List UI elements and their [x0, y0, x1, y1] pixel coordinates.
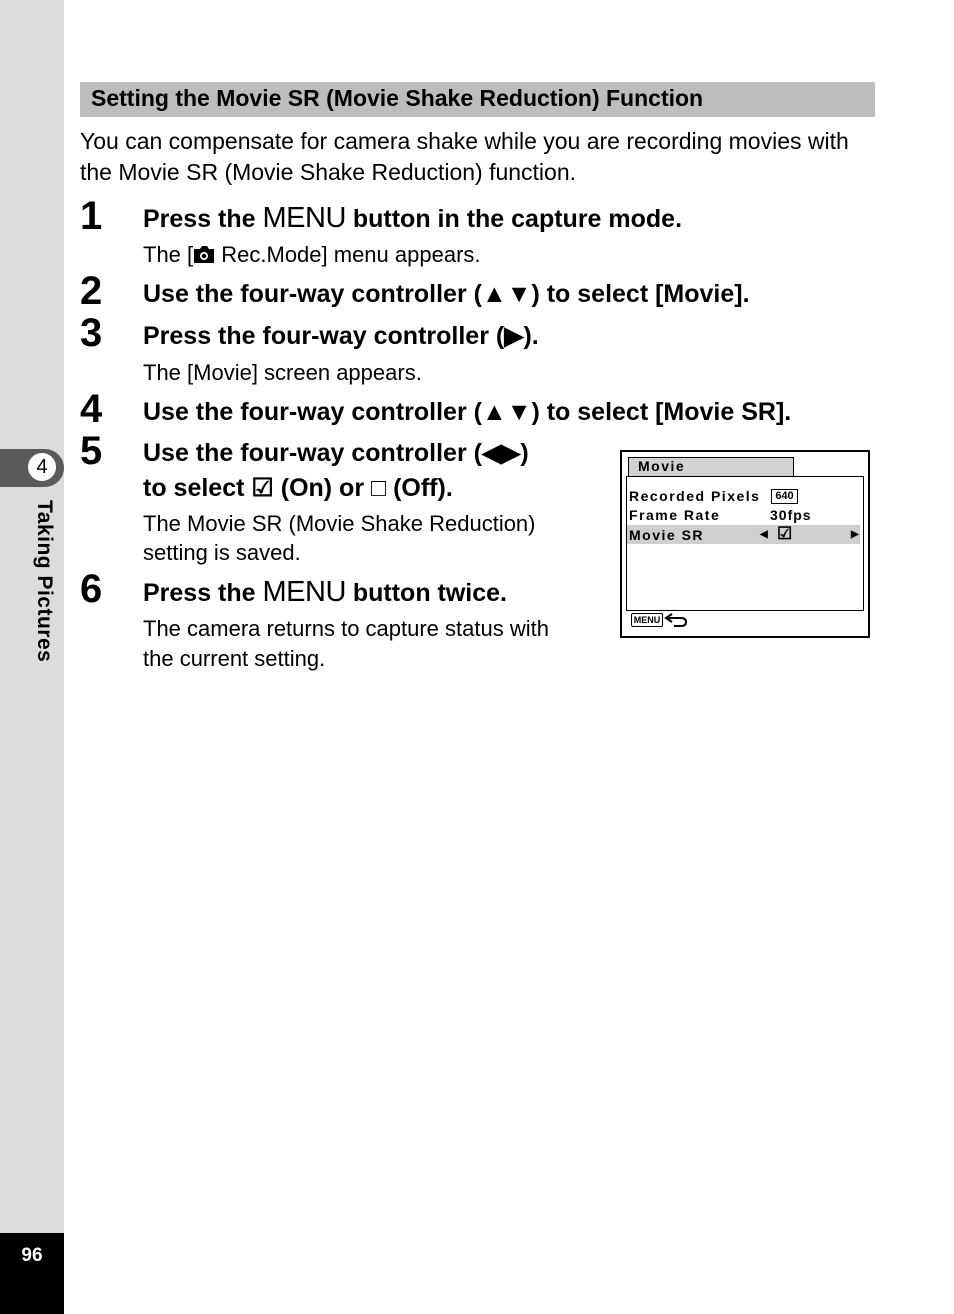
up-down-arrows-icon: ▲▼ — [481, 280, 532, 308]
step-number: 6 — [80, 567, 103, 611]
step-instruction: Use the four-way controller (▲▼) to select [Movie SR]. — [143, 398, 792, 426]
menu-button-label: MENU — [262, 576, 346, 608]
step-instruction: Press the MENU button twice. — [143, 576, 508, 608]
step-note: The Movie SR (Movie Shake Reduction) — [143, 511, 536, 536]
step-instruction: Press the MENU button in the capture mode. — [143, 202, 683, 234]
right-arrow-icon: ▶ — [851, 529, 860, 540]
chapter-title: Taking Pictures — [33, 500, 56, 663]
recorded-pixels-value: 640 — [771, 489, 798, 504]
step-note: The camera returns to capture status with — [143, 616, 549, 641]
step-number: 3 — [80, 311, 103, 355]
step-instruction: Press the four-way controller (▶). — [143, 322, 539, 350]
step-instruction: Use the four-way controller (▲▼) to select [Movie]. — [143, 280, 750, 308]
up-down-arrows-icon: ▲▼ — [481, 398, 532, 426]
menu-row-label: Movie SR — [629, 527, 705, 543]
frame-rate-value: 30fps — [770, 507, 812, 523]
checkbox-checked-icon: ☑ — [251, 474, 274, 502]
step-number: 4 — [80, 387, 103, 431]
left-arrow-icon: ◀ — [760, 529, 769, 540]
step-number: 5 — [80, 429, 103, 473]
return-arrow-icon — [664, 612, 688, 633]
camera-icon — [193, 242, 215, 272]
chapter-number: 4 — [26, 451, 58, 483]
step-note: setting is saved. — [143, 540, 301, 565]
menu-row-label: Recorded Pixels — [629, 488, 761, 504]
section-title: Setting the Movie SR (Movie Shake Reduction) Function — [91, 85, 704, 111]
right-arrow-icon: ▶ — [504, 322, 524, 350]
step-note: The [ Rec.Mode] menu appears. — [143, 240, 481, 272]
step-number: 1 — [80, 194, 103, 238]
step-number: 2 — [80, 269, 103, 313]
checkbox-empty-icon: □ — [371, 474, 387, 502]
movie-sr-checkbox: ☑ — [777, 524, 794, 543]
menu-button-label: MENU — [262, 202, 346, 234]
step-instruction-line2: to select ☑ (On) or □ (Off). — [143, 474, 453, 502]
page-number: 96 — [21, 1245, 43, 1266]
screen-tab-label: Movie — [638, 458, 686, 474]
step-note: The [Movie] screen appears. — [143, 360, 422, 385]
intro-paragraph: You can compensate for camera shake while you are recording movies with the Movie SR (Movie Shake Reduction) function. — [80, 128, 849, 185]
step-instruction: Use the four-way controller (◀▶) — [143, 439, 529, 467]
menu-row-label: Frame Rate — [629, 507, 721, 523]
menu-button-icon: MENU — [631, 613, 663, 627]
step-note: the current setting. — [143, 646, 326, 671]
left-right-arrows-icon: ◀▶ — [481, 439, 521, 467]
